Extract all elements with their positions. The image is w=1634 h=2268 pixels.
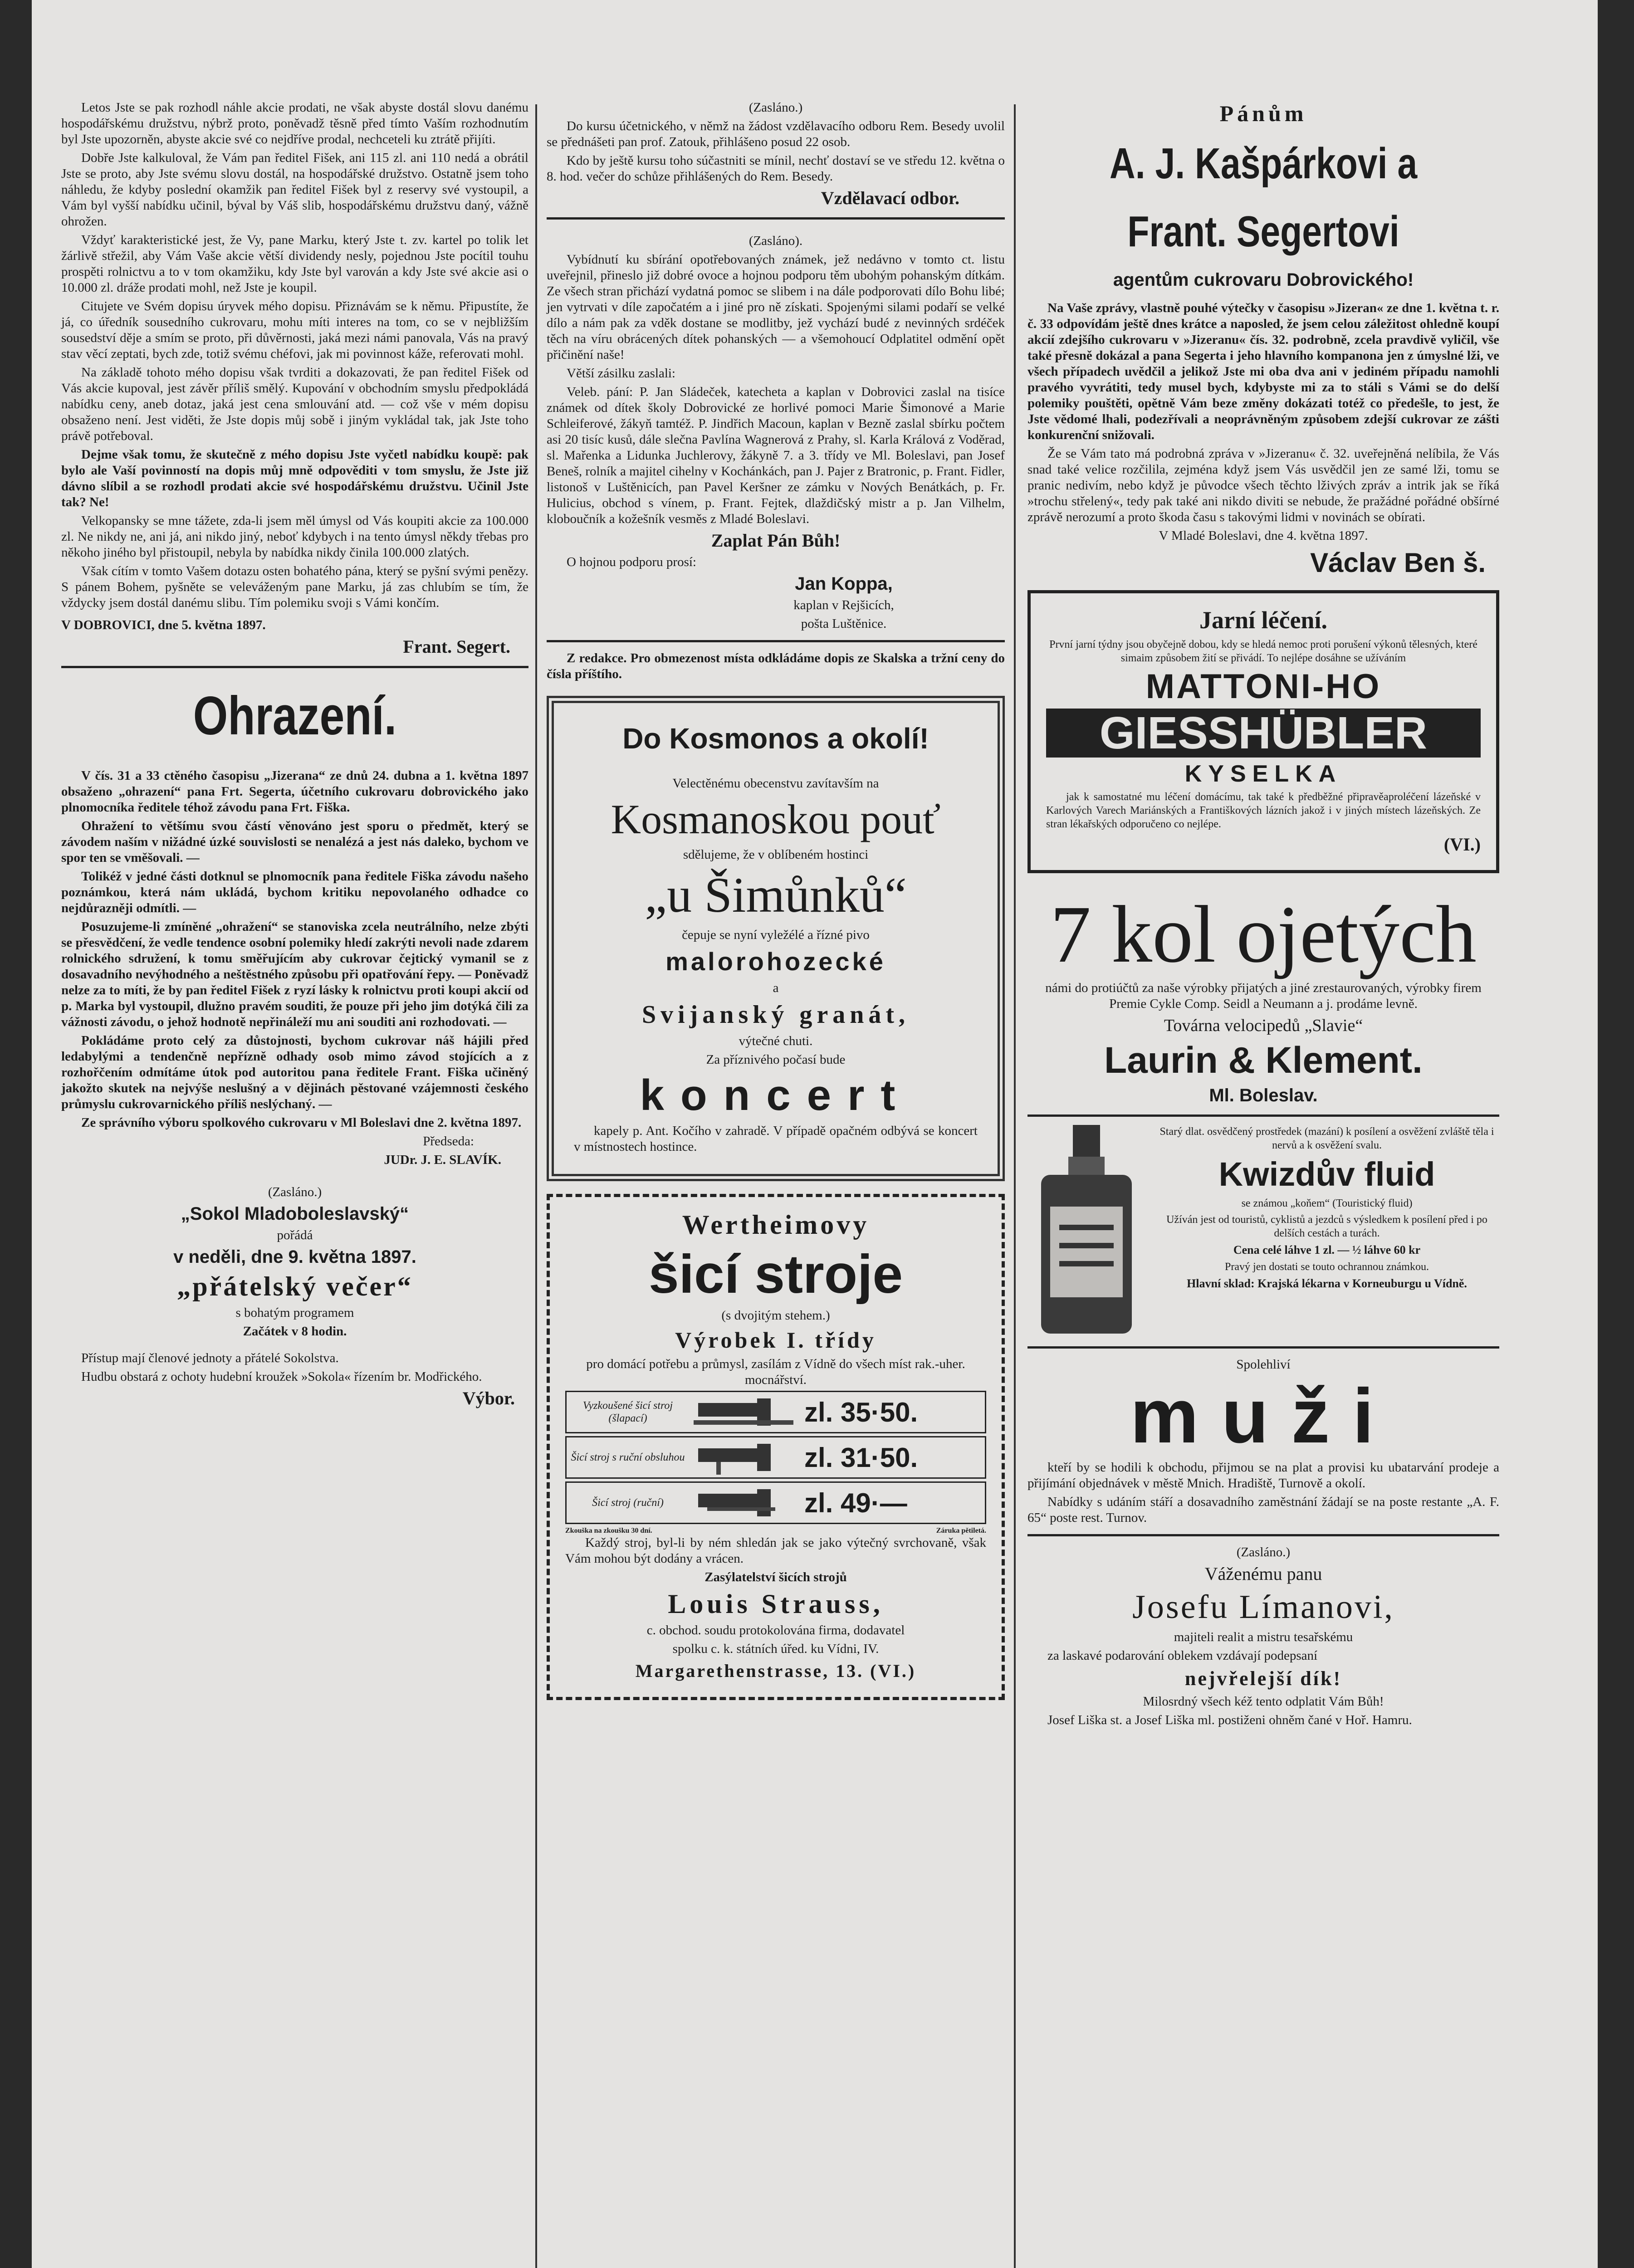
sokol-poradá: pořádá: [277, 1228, 313, 1242]
mattoni-mark: (VI.): [1443, 834, 1481, 855]
kol-name: Laurin & Klement.: [1104, 1040, 1423, 1081]
paragraph: Vybídnutí ku sbírání opotřebovaných známek, jež nedávno v tomto ct. listu uveřejnil, přineslo již dobré ovoce a hojnou podporu těm ubohým pohanským dítkám. Ze všech stran přichází vydatná pomoc se slibem i na dále podporovati dílo Bohu libé; jen vytrvati v díle započatém a i jiné pro ně získati. Spojenými silami podaří se velké dílo a nám pak za vděk dostane se modlitby, jež vychází budé z nevinných srdéček těch na víru obrácených dítek pohanských — a všemohoucí Odplatitel odmění opět přičinění naše!: [547, 252, 1005, 362]
kosmonos-line: Velectěnému obecenstvu zavítavším na: [672, 776, 879, 791]
panum: Pánům: [1219, 101, 1307, 126]
agentum: agentům cukrovaru Dobrovického!: [1113, 270, 1414, 290]
kosmonos-a: a: [773, 981, 779, 995]
kosmonos-title: Do Kosmonos a okolí!: [622, 722, 929, 755]
paragraph: Citujete ve Svém dopisu úryvek mého dopisu. Přiznávám se k němu. Připustíte, že já, co úředník sousedního cukrovaru, mohu míti interes na tom, co se v nejbližším sousedství děje a smím se proto, při důvěrnosti, jaká mezi námi panovala, Vás na pravý stav věcí zeptati, bych zde, totiž svému chéfovi, jak mi povinnost káže, referovati mohl.: [61, 299, 528, 361]
mattoni-brand-main: GIESSHÜBLER: [1046, 709, 1481, 758]
paragraph: Že se Vám tato má podrobná zpráva v »Jizeranu« č. 32. uveřejněná nelíbila, že Vás snad také velice rozčilila, zejména když jsem Vás usvědčil jen ze samé lži, tomu se pranic nedivím, nebo když je původce všech těchto lživých zpráv a intrik jak se říká »trochu střelený«, tedy pak také ani nikdo diviti se nebude, že pražádné pořádné obšírné zprávě nerozumí a proto škoda času s takovými lidmi v novinách se obírati.: [1027, 446, 1499, 524]
ohrazeni-title-wrap: [61, 686, 528, 745]
paragraph: Dejme však tomu, že skutečně z mého dopisu Jste vyčetl nabídku koupě: pak bylo ale Vaší povinností na dopis můj mně odpověditi v tom smyslu, že Jste již dávno slíbil a se rozhodl prodati akcie své hospodářskému družstvu. Učinil Jste tak? Ne!: [61, 447, 528, 509]
kol-town: Ml. Boleslav.: [1209, 1085, 1318, 1105]
paragraph: Vždyť karakteristické jest, že Vy, pane Marku, který Jste t. zv. kartel po tolik let žárlivě střežil, aby Vám Vaše akcie větší dividendy nesly, pojednou Jste pocítil touhu prospěti rolnictvu a to v tom okamžiku, kdy Jste byl varován a kdy Jste své akcie asi o 10.000 zl. dráže prodati mohl, než Jste je koupil.: [61, 233, 528, 295]
paragraph: Ze správního výboru spolkového cukrovaru v Ml Boleslavi dne 2. května 1897.: [81, 1115, 522, 1130]
sokol-name: „Sokol Mladoboleslavský“: [181, 1204, 409, 1224]
wertheim-address: Margarethenstrasse, 13. (VI.): [635, 1661, 916, 1681]
koppa-role: kaplan v Rejšicích,: [793, 598, 894, 612]
kosmonos-pout: Kosmanoskou pouť: [611, 796, 941, 842]
sewing-machine-icon: [689, 1439, 798, 1476]
zaslano: (Zasláno).: [749, 234, 803, 248]
wertheim-title: Wertheimovy: [682, 1210, 870, 1240]
kwizda-intro: Starý dlat. osvědčený prostředek (mazání) k posílení a osvěžení zvláště těla i nervů a k osvěžení svalu.: [1159, 1126, 1494, 1151]
paragraph: Přístup mají členové jednoty a přátelé Sokolstva.: [81, 1351, 339, 1365]
predseda-label: Předseda:: [423, 1134, 474, 1149]
paragraph: Však cítím v tomto Vašem dotazu osten bohatého pána, který se pyšní svými penězy. S pánem Bohem, pyšněte se veleváženým pane Marku, já zas chlubím se tím, že vždycky jsem dostál danému slibu. Tím polemiku svoji s Vámi končím.: [61, 564, 528, 610]
kosmonos-line: kapely p. Ant. Kočího v zahradě. V případě opačném odbývá se koncert v místnostech hostince.: [574, 1124, 978, 1154]
paragraph: Velkopansky se mne tážete, zda-li jsem měl úmysl od Vás koupiti akcie za 100.000 zl. Ne nikdy ne, ani já, ani nikdo jiný, neboť kdybych i na tento úmysl někdy třebas pro někoho jiného byl přistoupil, nebyla by nabídka nikdy činila 100.000 zlatých.: [61, 513, 528, 560]
divider: [547, 640, 1005, 642]
limanova-role: majiteli realit a mistru tesařskému: [1174, 1630, 1353, 1644]
column-3: [1027, 100, 1499, 1731]
sokol-program: s bohatým programem: [235, 1305, 354, 1320]
column-rule-2: [1014, 104, 1016, 2268]
kwizda-price: Cena celé láhve 1 zl. — ½ láhve 60 kr: [1233, 1243, 1421, 1256]
paragraph: Ohražení to většímu svou částí věnováno jest sporu o předmět, který se závodem naším v nižádné úzké souvislosti se nenalézá a jest nás daleko, bychom ve spor ten se vměšovali. —: [61, 819, 528, 865]
prosi: O hojnou podporu prosí:: [567, 555, 696, 569]
vazenemu: Váženému panu: [1204, 1564, 1322, 1584]
wertheim-company-sub: spolku c. k. státních úřed. ku Vídni, IV.: [672, 1642, 879, 1656]
wertheim-note: Každý stroj, byl-li by ném shledán jak se jako výtečný svrchovaně, však Vám mohou být dodány a vrácen.: [565, 1535, 986, 1566]
kosmonos-line: sdělujeme, že v oblíbeném hostinci: [683, 847, 869, 862]
paragraph: Hudbu obstará z ochoty hudební kroužek »Sokola« řízením br. Modřického.: [81, 1369, 482, 1384]
vybor: Výbor.: [462, 1388, 515, 1408]
koppa-post: pošta Luštěnice.: [801, 616, 887, 631]
wertheim-zaruka: Záruka pětiletá.: [936, 1527, 986, 1535]
divider: [61, 666, 528, 668]
paragraph: Nabídky s udáním stáří a dosavadního zaměstnání žádají se na poste restante „A. F. 65“ poste rest. Turnov.: [1027, 1495, 1499, 1525]
sokol-date: v neděli, dne 9. května 1897.: [173, 1247, 416, 1267]
paragraph: Letos Jste se pak rozhodl náhle akcie prodati, ne však abyste dostál slovu danému hospodářskému družstvu, nýbrž proto, poněvadž těsně před tímto Vaším rozhodnutím byl Jste upozorněn, abyste akcie své co nejdříve prodal, nechceteli ku ztrátě přijíti.: [61, 100, 528, 147]
sokol-notice: [61, 1184, 528, 1409]
dateline: V DOBROVICI, dne 5. května 1897.: [61, 618, 266, 632]
spolehlivi: Spolehliví: [1236, 1357, 1291, 1372]
divider: [547, 217, 1005, 220]
redakce-note: Z redakce. Pro obmezenost místa odkládáme dopis ze Skalska a tržní ceny do čísla příštího.: [547, 651, 1005, 681]
price-row-price: zl. 49·—: [804, 1487, 907, 1518]
mattoni-text: První jarní týdny jsou obyčejně dobou, kdy se hledá nemoc proti porušení výkonů tělesných, které simaim způsobem žití se přivádí. To nejlépe dosáhne se užíváním: [1049, 639, 1477, 664]
paragraph: Josef Liška st. a Josef Liška ml. postiženi ohněm čané v Hoř. Hamru.: [1047, 1713, 1412, 1727]
zaplat: Zaplat Pán Bůh!: [711, 530, 841, 551]
ohrazeni-title: Ohrazení.: [193, 685, 397, 746]
paragraph: Na Vaše zprávy, vlastně pouhé výtečky v časopisu »Jizeran« ze dne 1. května t. r. č. 33 odpovídám ještě dnes krátce a naposled, že jsem celou záležitost ohledně koupí akcií zdejšího cukrovaru v »Jizeranu« čís. 32. podrobně, zcela pravdivě vyličil, vše také přesně dokázal a pana Segerta i jeho hlavního kompanona jen z úmyslné lži, ve všech případech uvědčil a jelikož Jste mi oba dva ani v jediném případu namohli pravého vyvrátiti, tedy musel bych, kdybyste mi za to stáli s Vámi se do delší polemiky pouštěti, opětně Vám beze změny dokázati totéž co předešle, to jest, že Jste vědomé lhali, podezřívali a neoprávněným způsobem zdejší cukrovar ze zášti konkurenční snižovali.: [1027, 301, 1499, 442]
wertheim-zkouska: Zkouška na zkoušku 30 dní.: [565, 1527, 652, 1535]
paragraph: Na základě tohoto mého dopisu však tvrditi a dokazovati, že pan ředitel Fišek od Vás akcie kupoval, jest závěr příliš smělý. Kupování v obchodním smyslu předpokládá nabídku ceny, aneb dotaz, jaká jest cena smlouvání atd. — což vše v mém dopisu obsaženo není. Jest viděti, že Jste dopis můj sobě i jiným vykládal tak, jak Jste toho právě potřeboval.: [61, 365, 528, 443]
mattoni-brand: MATTONI-HO: [1145, 667, 1381, 706]
bottle-icon: [1027, 1125, 1145, 1338]
kosmonos-beer1: malorohozecké: [665, 947, 886, 976]
mattoni-ad: [1027, 590, 1499, 873]
price-row-price: zl. 31·50.: [804, 1442, 918, 1473]
kol-factory: Továrna velocipedů „Slavie“: [1164, 1016, 1363, 1035]
price-row-label: Vyzkoušené šicí stroj (šlapací): [582, 1400, 673, 1424]
kwizda-sklad: Hlavní sklad: Krajská lékarna v Korneuburgu u Vídně.: [1187, 1277, 1467, 1290]
kosmonos-ad: [547, 696, 1005, 1181]
ohrazeni-body: [61, 768, 528, 1168]
segert-letter: [61, 100, 528, 658]
zaslano: (Zasláno.): [268, 1185, 322, 1199]
signature: Václav Ben š.: [1310, 547, 1486, 578]
addressees: A. J. Kašpárkovi a Frant. Segertovi: [1109, 139, 1418, 256]
divider: [1027, 1534, 1499, 1536]
zaslano: (Zasláno.): [1236, 1545, 1291, 1559]
kwizda-text: Užíván jest od touristů, cyklistů a jezdců s výsledkem k posílení před i po delších cestách a turách.: [1166, 1214, 1487, 1239]
wertheim-company-sub: c. obchod. soudu protokolována firma, dodavatel: [646, 1623, 905, 1637]
wertheim-desc: pro domácí potřebu a průmysl, zasílám z Vídně do všech míst rak.-uher. mocnářství.: [586, 1357, 965, 1387]
mattoni-title: Jarní léčení.: [1199, 606, 1327, 634]
paragraph: Do kursu účetnického, v němž na žádost vzdělavacího odboru Rem. Besedy uvolil se přednášeti pan prof. Zatouk, přihlášeno posud 22 osob.: [547, 119, 1005, 149]
muzi: muži: [1130, 1373, 1397, 1459]
paragraph: Pokládáme proto celý za důstojnosti, bychom cukrovar náš hájili před ledabylými a tendenčně nepřízně odhady osob mimo závod stojících a z rozhořčením odmítáme útok pod autoritou pana ředitele Frant. Fiška učiněný jakožto skutek na nejvýše neslušný a v dějinách pěstované vzájemnosti českého průmyslu cukrovarnického příliš neslýchaný. —: [61, 1033, 528, 1111]
wertheim-head: šicí stroje: [648, 1244, 903, 1305]
paragraph: za laskavé podarování oblekem vzdávají podepsaní: [1047, 1648, 1318, 1663]
kol-title: 7 kol ojetých: [1050, 889, 1477, 979]
kosmonos-line: čepuje se nyní vyležélé a řízné pivo: [682, 928, 870, 942]
paragraph: kteří by se hodili k obchodu, přijmou se na plat a provisi ku ubatarvání prodeje a přijímání objednávek v městě Mnich. Hradiště, Turnově a okolí.: [1027, 1460, 1499, 1491]
paragraph: Větší zásilku zaslali:: [567, 366, 675, 381]
kosmonos-inn: „u Šimůnků“: [645, 867, 907, 923]
column-1: [61, 100, 528, 1412]
kwizda-text: [1155, 1125, 1499, 1338]
wertheim-guarantee: [565, 1527, 986, 1535]
scan-edge-left: [0, 0, 32, 2268]
price-row-label: Šicí stroj (ruční): [592, 1497, 664, 1509]
paragraph: Posuzujeme-li zmíněné „ohražení“ se stanoviska zcela neutrálního, nelze zbýti se přesvědčení, že vedle tendence osobní polemiky hledí zakrýti nevoli nade zdarem rolnického sdružení, k tomu směřujícím aby cukrovar čejtický vymanil se z dosavadního nevýhodného a neštěstného způsobu při opatřování řepy. — Poněvadž nelze za to míti, že by pan ředitel Fišek z ryzí lásky k rolnictvu proti koupi akcií od p. Marka byl vystoupil, dlužno pravém souditi, že pouze při jeho jim dotýká čili za vážnosti závodu, o jehož hodnotě nepřináleží mu ani souditi ani rozhodovati. —: [61, 919, 528, 1029]
scan-edge-right: [1598, 0, 1634, 2268]
paragraph: Kdo by ještě kursu toho súčastniti se mínil, nechť dostaví se ve středu 12. května o 8. hod. večer do schůze přihlášených do Rem. Besedy.: [547, 153, 1005, 184]
paragraph: Veleb. pání: P. Jan Sládeček, katecheta a kaplan v Dobrovici zaslal na tisíce známek od dítek školy Dobrovické ze horlivé pomoci Marie Šimonové a Marie Schleiferové, žákyň tamtéž. P. Jindřich Macoun, kaplan v Bezně zaslal sbírku počtem asi 20 tisíc kusů, dále slečna Pavlína Wagnerová z Prahy, sl. Karla Králová z Voděrad, sl. Mařenka a Lidunka Juchlerovy, žákyně 7. a 3. třídy ve Ml. Boleslavi, pan Josef Beneš, rolník a majitel cihelny v Kochánkách, pan J. Pajer z Bratronic, p. Frant. Fidler, listonoš v Luštěnicích, pan Pavel Keršner ze zámku v Nových Benátkách, p. Fr. Hulicius, obchod s vínem, p. Frant. Fejtek, dlaždičský mistr a p. Jan Vilhelm, kloboučník a kožešník vesměs z Mladé Boleslavi.: [547, 385, 1005, 526]
kwizda-pravy: Pravý jen dostati se touto ochrannou známkou.: [1225, 1261, 1429, 1273]
kosmonos-line: výtečné chuti.: [739, 1034, 813, 1048]
mattoni-text: jak k samostatné mu léčení domácímu, tak také k předběžné připravěaproléčení lázeňské v Karlových Varech Mariánských a Františkových lázních jakož i v jiných místech lázeňských. Ze stran lékařských odporučeno co nejlépe.: [1046, 791, 1481, 830]
kosmonos-line: Za příznivého počasí bude: [706, 1052, 846, 1067]
signature: Frant. Segert.: [403, 636, 510, 657]
koppa-name: Jan Koppa,: [795, 574, 893, 594]
paragraph: Tolikéž v jedné části dotknul se plnomocník pana ředitele Fiška závodu našeho poznámkou, která nám ukládá, bychom kritiku nepovolaného odhadce co nejdůrazněji odmítli. —: [61, 869, 528, 915]
sewing-machine-icon: [689, 1394, 798, 1430]
paragraph: V čís. 31 a 33 ctěného časopisu „Jizerana“ ze dnů 24. dubna a 1. května 1897 obsaženo „ohrazení“ pana Frt. Segerta, účetního cukrovaru dobrovického jako plnomocníka ředitele téhož závodu pana Frt. Fiška.: [61, 768, 528, 815]
dik: nejvřelejší dík!: [1184, 1667, 1342, 1690]
price-row-label: Šicí stroj s ruční obsluhou: [571, 1452, 685, 1463]
price-row: [565, 1481, 986, 1524]
paragraph: Milosrdný všech kéž tento odplatit Vám Bůh!: [1143, 1694, 1384, 1709]
kosmonos-koncert: koncert: [640, 1071, 912, 1119]
dateline: V Mladé Boleslavi, dne 4. května 1897.: [1159, 528, 1368, 543]
wertheim-class: Výrobek I. třídy: [675, 1327, 876, 1353]
wertheim-sub: (s dvojitým stehem.): [721, 1308, 830, 1323]
zaslano: (Zasláno.): [749, 100, 803, 115]
predseda-name: JUDr. J. E. SLAVÍK.: [384, 1153, 501, 1167]
price-row: [565, 1391, 986, 1433]
kwizda-ad: [1027, 1125, 1499, 1338]
price-row-price: zl. 35·50.: [804, 1397, 918, 1427]
divider: [1027, 1114, 1499, 1117]
vzdelavaci-odbor: Vzdělavací odbor.: [821, 188, 959, 208]
kwizda-title: Kwizdův fluid: [1218, 1155, 1435, 1193]
paragraph: Dobře Jste kalkuloval, že Vám pan ředitel Fišek, ani 115 zl. ani 110 nedá a obrátil Jste se proto, aby Jste svému slovu dostál, na hospodářské družstvo. Ostatně jsem toho náhledu, že kdyby poslední okamžik pan ředitel Fišek byl z reservy své vystoupil, a Vám byl vyšší nabídku učinil, býval by Váš slib, hospodářskému družstvu daný, vážně ohrožen.: [61, 151, 528, 229]
limanova: Josefu Límanovi,: [1132, 1589, 1394, 1626]
wertheim-company: Louis Strauss,: [668, 1589, 884, 1619]
sokol-time: Začátek v 8 hodin.: [243, 1324, 347, 1339]
column-2: [547, 100, 1005, 1700]
kwizda-sub: se známou „koňem“ (Touristický fluid): [1241, 1198, 1413, 1209]
sewing-machine-icon: [689, 1485, 798, 1521]
kol-text: námi do protiúčtů za naše výrobky přijatých a jiné zrestaurovaných, výrobky firem Premie Cykle Comp. Seidl a Neumann a j. prodáme levně.: [1045, 981, 1482, 1011]
column-rule-1: [535, 104, 537, 2268]
sokol-event: „přátelský večer“: [177, 1271, 413, 1301]
kol-ad: [1027, 891, 1499, 1106]
kosmonos-beer2: Svijanský granát,: [641, 1001, 910, 1029]
price-row: [565, 1436, 986, 1479]
wertheim-zastup: Zasýlatelství šicích strojů: [704, 1570, 847, 1584]
divider: [1027, 1346, 1499, 1349]
wertheim-ad: [547, 1194, 1005, 1700]
mattoni-kyselka: KYSELKA: [1184, 761, 1342, 787]
